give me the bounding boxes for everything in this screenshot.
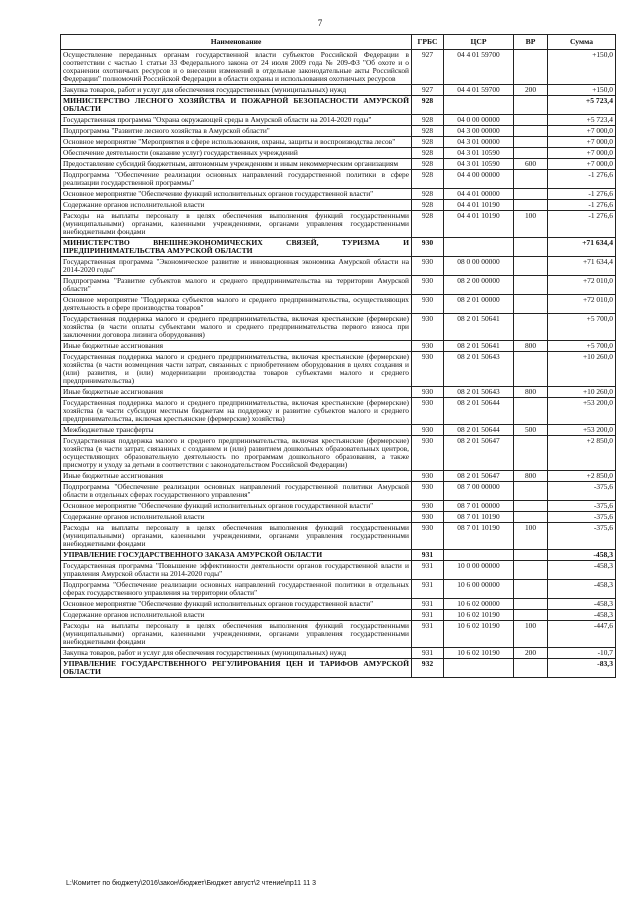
cell-grbs: 930 — [412, 501, 444, 512]
cell-sum: -1 276,6 — [548, 189, 616, 200]
cell-name: Государственная программа "Повышение эффективности деятельности органов государственной власти и управления Амурской области на 2014-2020 годы" — [61, 561, 412, 580]
table-row — [61, 436, 616, 471]
cell-vr — [514, 115, 548, 126]
cell-grbs: 931 — [412, 580, 444, 599]
table-row — [61, 610, 616, 621]
column-header-grbs: ГРБС — [412, 35, 444, 50]
cell-sum: +150,0 — [548, 50, 616, 85]
cell-name: Подпрограмма "Обеспечение реализации основных направлений государственной политики Амурской области в отдельных сферах государственного управления" — [61, 482, 412, 501]
cell-grbs: 931 — [412, 599, 444, 610]
cell-sum: +53 200,0 — [548, 398, 616, 425]
cell-csr: 04 4 00 00000 — [444, 170, 514, 189]
table-row — [61, 126, 616, 137]
cell-vr: 800 — [514, 341, 548, 352]
cell-name: МИНИСТЕРСТВО ЛЕСНОГО ХОЗЯЙСТВА И ПОЖАРНОЙ БЕЗОПАСНОСТИ АМУРСКОЙ ОБЛАСТИ — [61, 95, 412, 114]
cell-csr: 08 2 01 50647 — [444, 471, 514, 482]
cell-name: Основное мероприятие "Поддержка субъектов малого и среднего предпринимательства, осуществляющих деятельность в сфере производства товаров" — [61, 295, 412, 314]
cell-grbs: 930 — [412, 314, 444, 341]
cell-sum: +10 260,0 — [548, 352, 616, 387]
cell-sum: -83,3 — [548, 659, 616, 678]
cell-name: УПРАВЛЕНИЕ ГОСУДАРСТВЕННОГО ЗАКАЗА АМУРСКОЙ ОБЛАСТИ — [61, 550, 412, 561]
table-row — [61, 115, 616, 126]
table-row — [61, 352, 616, 387]
cell-sum: +72 010,0 — [548, 276, 616, 295]
table-header — [61, 35, 616, 50]
cell-sum: -458,3 — [548, 580, 616, 599]
cell-grbs: 930 — [412, 387, 444, 398]
cell-sum: +5 700,0 — [548, 341, 616, 352]
cell-grbs: 931 — [412, 610, 444, 621]
cell-grbs: 928 — [412, 189, 444, 200]
cell-grbs: 928 — [412, 170, 444, 189]
cell-grbs: 928 — [412, 137, 444, 148]
cell-sum: -10,7 — [548, 648, 616, 659]
cell-csr: 04 0 00 00000 — [444, 115, 514, 126]
cell-csr: 08 2 01 50644 — [444, 425, 514, 436]
cell-vr — [514, 599, 548, 610]
cell-name: Государственная поддержка малого и среднего предпринимательства, включая крестьянские (фермерские) хозяйства (в части субсидии местным бюджетам на поддержку и развитие субъектов малого и среднего предпринимательства, включая крестьянские (фермерские) хозяйства) — [61, 398, 412, 425]
cell-sum: -458,3 — [548, 610, 616, 621]
table-row — [61, 170, 616, 189]
cell-name: Обеспечение деятельности (оказание услуг) государственных учреждений — [61, 148, 412, 159]
table-row — [61, 482, 616, 501]
cell-grbs: 930 — [412, 523, 444, 550]
budget-table — [60, 34, 616, 678]
cell-grbs: 930 — [412, 257, 444, 276]
cell-grbs: 930 — [412, 436, 444, 471]
cell-sum: -375,6 — [548, 512, 616, 523]
table-row — [61, 599, 616, 610]
cell-vr — [514, 610, 548, 621]
table-row-department — [61, 95, 616, 114]
cell-grbs: 931 — [412, 561, 444, 580]
cell-vr: 600 — [514, 159, 548, 170]
cell-sum: +10 260,0 — [548, 387, 616, 398]
table-row — [61, 189, 616, 200]
cell-csr: 04 4 01 10190 — [444, 200, 514, 211]
cell-csr: 08 7 01 10190 — [444, 512, 514, 523]
table-row — [61, 471, 616, 482]
cell-name: Содержание органов исполнительной власти — [61, 512, 412, 523]
cell-sum: +5 723,4 — [548, 95, 616, 114]
cell-grbs: 931 — [412, 550, 444, 561]
cell-csr: 10 6 02 00000 — [444, 599, 514, 610]
table-row — [61, 512, 616, 523]
table-row — [61, 387, 616, 398]
cell-name: Закупка товаров, работ и услуг для обеспечения государственных (муниципальных) нужд — [61, 84, 412, 95]
table-row — [61, 398, 616, 425]
cell-sum: +53 200,0 — [548, 425, 616, 436]
cell-name: Межбюджетные трансферты — [61, 425, 412, 436]
cell-grbs: 928 — [412, 200, 444, 211]
table-row — [61, 50, 616, 85]
table-row — [61, 341, 616, 352]
cell-csr: 08 2 00 00000 — [444, 276, 514, 295]
cell-grbs: 930 — [412, 425, 444, 436]
cell-name: Основное мероприятие "Обеспечение функций исполнительных органов государственной власти" — [61, 599, 412, 610]
cell-csr — [444, 238, 514, 257]
cell-sum: -1 276,6 — [548, 200, 616, 211]
cell-grbs: 928 — [412, 211, 444, 238]
cell-csr: 10 0 00 00000 — [444, 561, 514, 580]
cell-sum: -1 276,6 — [548, 170, 616, 189]
cell-vr — [514, 200, 548, 211]
cell-sum: -458,3 — [548, 550, 616, 561]
cell-name: Иные бюджетные ассигнования — [61, 387, 412, 398]
cell-vr — [514, 561, 548, 580]
cell-grbs: 927 — [412, 84, 444, 95]
cell-sum: +71 634,4 — [548, 257, 616, 276]
cell-name: Государственная поддержка малого и среднего предпринимательства, включая крестьянские (фермерские) хозяйства (в части оплаты субъектами малого и среднего предпринимательства первого взноса при заключении договора лизинга оборудования) — [61, 314, 412, 341]
cell-csr — [444, 659, 514, 678]
cell-csr: 04 3 00 00000 — [444, 126, 514, 137]
table-row — [61, 84, 616, 95]
cell-grbs: 931 — [412, 621, 444, 648]
table-row — [61, 159, 616, 170]
table-row — [61, 211, 616, 238]
cell-grbs: 930 — [412, 512, 444, 523]
cell-csr: 04 4 01 59700 — [444, 50, 514, 85]
cell-sum: +71 634,4 — [548, 238, 616, 257]
cell-vr: 200 — [514, 84, 548, 95]
cell-vr — [514, 398, 548, 425]
cell-name: Подпрограмма "Развитие субъектов малого и среднего предпринимательства на территории Амурской области" — [61, 276, 412, 295]
page-number: 7 — [317, 18, 323, 28]
cell-vr — [514, 50, 548, 85]
cell-vr: 100 — [514, 621, 548, 648]
cell-sum: -375,6 — [548, 523, 616, 550]
table-row — [61, 137, 616, 148]
cell-sum: -458,3 — [548, 561, 616, 580]
cell-sum: -458,3 — [548, 599, 616, 610]
cell-name: Расходы на выплаты персоналу в целях обеспечения выполнения функций государственными (муниципальными) органами, казенными учреждениями, органами управления государственными внебюджетными фондами — [61, 523, 412, 550]
cell-sum: +7 000,0 — [548, 137, 616, 148]
cell-vr: 800 — [514, 471, 548, 482]
cell-name: Закупка товаров, работ и услуг для обеспечения государственных (муниципальных) нужд — [61, 648, 412, 659]
cell-csr: 08 7 00 00000 — [444, 482, 514, 501]
cell-sum: +2 850,0 — [548, 436, 616, 471]
cell-vr — [514, 436, 548, 471]
cell-vr — [514, 295, 548, 314]
cell-csr: 08 7 01 10190 — [444, 523, 514, 550]
cell-csr: 08 2 01 50643 — [444, 387, 514, 398]
cell-grbs: 930 — [412, 295, 444, 314]
cell-name: Предоставление субсидий бюджетным, автономным учреждениям и иным некоммерческим организациям — [61, 159, 412, 170]
table-row — [61, 523, 616, 550]
cell-grbs: 928 — [412, 148, 444, 159]
cell-sum: +5 700,0 — [548, 314, 616, 341]
file-path-footer: L:\Комитет по бюджету\2016\закон\бюджет\Бюджет август\2 чтение\пр11 11 3 — [66, 880, 317, 887]
cell-vr — [514, 482, 548, 501]
table-row — [61, 295, 616, 314]
cell-sum: +5 723,4 — [548, 115, 616, 126]
cell-vr — [514, 659, 548, 678]
cell-grbs: 930 — [412, 238, 444, 257]
cell-csr: 04 4 01 00000 — [444, 189, 514, 200]
cell-name: Подпрограмма "Обеспечение реализации основных направлений государственной политики в сфере реализации государственной программы" — [61, 170, 412, 189]
cell-grbs: 928 — [412, 115, 444, 126]
cell-csr: 08 2 01 50641 — [444, 314, 514, 341]
cell-csr: 04 4 01 59700 — [444, 84, 514, 95]
cell-csr: 08 2 01 50644 — [444, 398, 514, 425]
table-row — [61, 561, 616, 580]
cell-csr: 04 3 01 00000 — [444, 137, 514, 148]
cell-csr: 10 6 02 10190 — [444, 648, 514, 659]
cell-grbs: 928 — [412, 159, 444, 170]
cell-csr: 04 4 01 10190 — [444, 211, 514, 238]
cell-name: МИНИСТЕРСТВО ВНЕШНЕЭКОНОМИЧЕСКИХ СВЯЗЕЙ, ТУРИЗМА И ПРЕДПРИНИМАТЕЛЬСТВА АМУРСКОЙ ОБЛАСТИ — [61, 238, 412, 257]
cell-sum: -447,6 — [548, 621, 616, 648]
cell-sum: -375,6 — [548, 501, 616, 512]
cell-name: Подпрограмма "Развитие лесного хозяйства в Амурской области" — [61, 126, 412, 137]
cell-vr — [514, 550, 548, 561]
cell-vr — [514, 170, 548, 189]
cell-grbs: 930 — [412, 471, 444, 482]
table-body — [61, 50, 616, 678]
cell-vr — [514, 148, 548, 159]
column-header-sum: Сумма — [548, 35, 616, 50]
cell-vr — [514, 512, 548, 523]
cell-name: Государственная поддержка малого и среднего предпринимательства, включая крестьянские (фермерские) хозяйства (в части возмещения части затрат, связанных с приобретением оборудования в целях создания и (или) развития, и (или) модернизации производства товаров субъектами малого и среднего предпринимательства) — [61, 352, 412, 387]
cell-vr: 100 — [514, 523, 548, 550]
cell-vr: 200 — [514, 648, 548, 659]
table-row — [61, 621, 616, 648]
cell-name: Расходы на выплаты персоналу в целях обеспечения выполнения функций государственными (муниципальными) органами, казенными учреждениями, органами управления государственными внебюджетными фондами — [61, 211, 412, 238]
cell-sum: +2 850,0 — [548, 471, 616, 482]
cell-csr: 08 2 01 50647 — [444, 436, 514, 471]
cell-sum: -1 276,6 — [548, 211, 616, 238]
table-row — [61, 501, 616, 512]
cell-csr: 10 6 02 10190 — [444, 621, 514, 648]
cell-sum: +7 000,0 — [548, 126, 616, 137]
cell-vr — [514, 501, 548, 512]
cell-grbs: 928 — [412, 95, 444, 114]
cell-csr: 08 0 00 00000 — [444, 257, 514, 276]
cell-name: Осуществление переданных органам государственной власти субъектов Российской Федерации в соответствии с частью 1 статьи 33 Федерального закона от 24 июля 2009 года № 209-ФЗ "Об охоте и о сохранении охотничьих ресурсов и о внесении изменений в отдельные законодательные акты Российской Федерации" полномочий Российской Федерации в области охраны и использования охотничьих ресурсов — [61, 50, 412, 85]
table-row — [61, 314, 616, 341]
cell-grbs: 930 — [412, 482, 444, 501]
cell-grbs: 932 — [412, 659, 444, 678]
cell-vr — [514, 238, 548, 257]
cell-vr — [514, 276, 548, 295]
table-row — [61, 200, 616, 211]
cell-vr — [514, 352, 548, 387]
table-row — [61, 257, 616, 276]
cell-sum: +150,0 — [548, 84, 616, 95]
cell-csr: 08 2 01 50643 — [444, 352, 514, 387]
table-row — [61, 425, 616, 436]
cell-csr: 08 2 01 00000 — [444, 295, 514, 314]
cell-name: Содержание органов исполнительной власти — [61, 610, 412, 621]
cell-vr: 100 — [514, 211, 548, 238]
column-header-vr: ВР — [514, 35, 548, 50]
cell-name: Основное мероприятие "Обеспечение функций исполнительных органов государственной власти" — [61, 501, 412, 512]
cell-vr — [514, 314, 548, 341]
cell-csr: 04 3 01 10590 — [444, 159, 514, 170]
column-header-csr: ЦСР — [444, 35, 514, 50]
cell-name: Государственная программа "Охрана окружающей среды в Амурской области на 2014-2020 годы" — [61, 115, 412, 126]
cell-grbs: 930 — [412, 276, 444, 295]
cell-vr — [514, 189, 548, 200]
cell-csr: 04 3 01 10590 — [444, 148, 514, 159]
table-row — [61, 276, 616, 295]
cell-sum: +7 000,0 — [548, 148, 616, 159]
cell-vr — [514, 137, 548, 148]
cell-csr: 10 6 00 00000 — [444, 580, 514, 599]
cell-vr: 500 — [514, 425, 548, 436]
cell-name: Подпрограмма "Обеспечение реализации основных направлений государственной политики в отдельных сферах государственного управления на территории области" — [61, 580, 412, 599]
cell-grbs: 931 — [412, 648, 444, 659]
cell-grbs: 930 — [412, 341, 444, 352]
cell-vr: 800 — [514, 387, 548, 398]
cell-vr — [514, 95, 548, 114]
cell-vr — [514, 257, 548, 276]
cell-name: УПРАВЛЕНИЕ ГОСУДАРСТВЕННОГО РЕГУЛИРОВАНИЯ ЦЕН И ТАРИФОВ АМУРСКОЙ ОБЛАСТИ — [61, 659, 412, 678]
cell-csr: 10 6 02 10190 — [444, 610, 514, 621]
table-row — [61, 648, 616, 659]
cell-sum: +72 010,0 — [548, 295, 616, 314]
cell-csr — [444, 95, 514, 114]
cell-grbs: 928 — [412, 126, 444, 137]
cell-name: Основное мероприятие "Обеспечение функций исполнительных органов государственной власти" — [61, 189, 412, 200]
table-row-department — [61, 659, 616, 678]
table-row-department — [61, 550, 616, 561]
cell-name: Государственная программа "Экономическое развитие и инновационная экономика Амурской области на 2014-2020 годы" — [61, 257, 412, 276]
cell-grbs: 930 — [412, 352, 444, 387]
cell-name: Основное мероприятие "Мероприятия в сфере использования, охраны, защиты и воспроизводства лесов" — [61, 137, 412, 148]
cell-csr — [444, 550, 514, 561]
cell-name: Иные бюджетные ассигнования — [61, 341, 412, 352]
cell-grbs: 927 — [412, 50, 444, 85]
cell-grbs: 930 — [412, 398, 444, 425]
cell-csr: 08 2 01 50641 — [444, 341, 514, 352]
cell-name: Государственная поддержка малого и среднего предпринимательства, включая крестьянские (фермерские) хозяйства (в части затрат, связанных с созданием и (или) развитием дошкольных образовательных центров, осуществляющих образовательную деятельность по программам дошкольного образования, а также присмотру и уходу за детьми в соответствии с законодательством Российской Федерации) — [61, 436, 412, 471]
table-row-department — [61, 238, 616, 257]
cell-csr: 08 7 01 00000 — [444, 501, 514, 512]
cell-name: Содержание органов исполнительной власти — [61, 200, 412, 211]
cell-name: Иные бюджетные ассигнования — [61, 471, 412, 482]
cell-sum: -375,6 — [548, 482, 616, 501]
table-row — [61, 148, 616, 159]
cell-vr — [514, 126, 548, 137]
column-header-name: Наименование — [61, 35, 412, 50]
cell-sum: +7 000,0 — [548, 159, 616, 170]
cell-name: Расходы на выплаты персоналу в целях обеспечения выполнения функций государственными (муниципальными) органами, казенными учреждениями, органами управления государственными внебюджетными фондами — [61, 621, 412, 648]
table-row — [61, 580, 616, 599]
cell-vr — [514, 580, 548, 599]
